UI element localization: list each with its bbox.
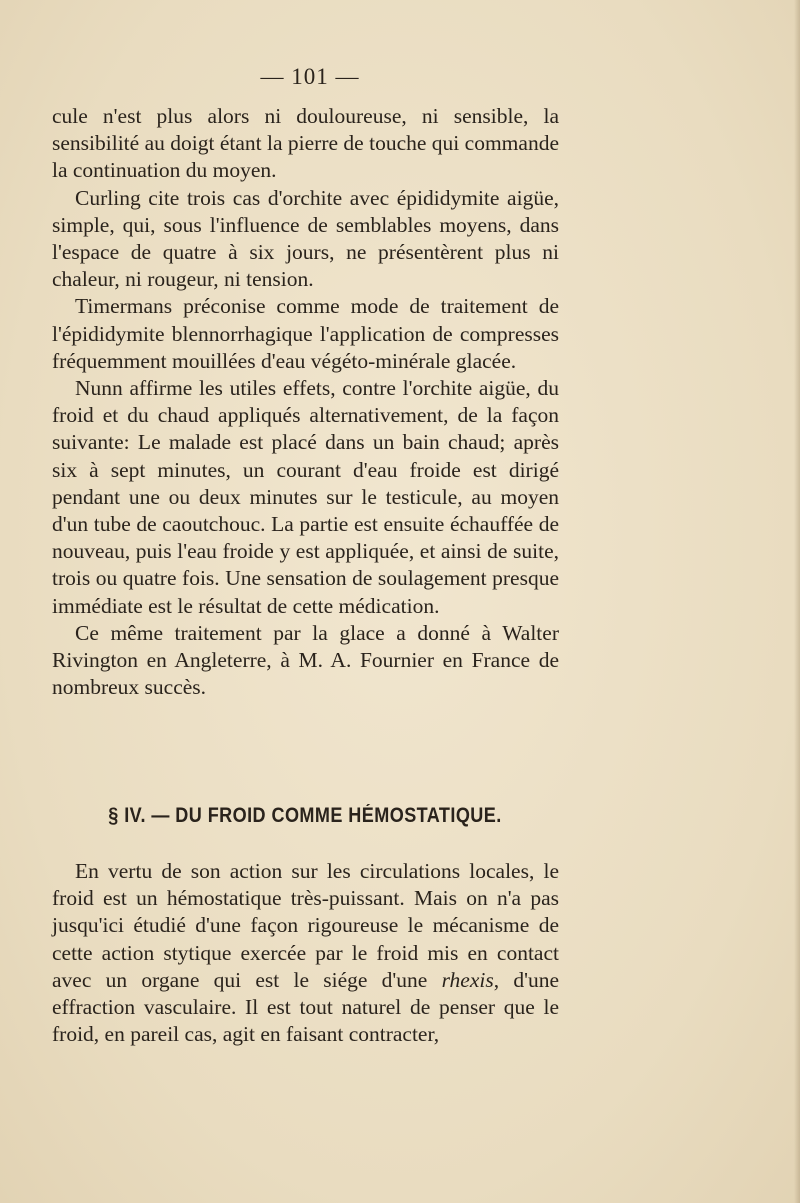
italic-term-rhexis: rhexis	[441, 967, 494, 992]
paragraph-hemostatic	[52, 858, 559, 1048]
paragraph-walter-rivington: Ce même traitement par la glace a donné à Walter Rivington en Angleterre, à M. A. Fournier en France de nombreux succès.	[52, 620, 559, 700]
paragraph-timermans: Timermans préconise comme mode de traitement de l'épididymite blennorrhagique l'application de compresses fréquemment mouillées d'eau végéto-minérale glacée.	[52, 294, 559, 373]
paragraph-continuation: cule n'est plus alors ni douloureuse, ni sensible, la sensibilité au doigt étant la pierre de touche qui commande la continuation du moyen.	[52, 104, 559, 183]
paragraph-curling: Curling cite trois cas d'orchite avec épididymite aigüe, simple, qui, sous l'influence de semblables moyens, dans l'espace de quatre à six jours, ne présentèrent plus ni chaleur, ni rougeur, ni tension.	[52, 185, 559, 292]
body-text-upper	[52, 103, 559, 701]
paragraph-hemostatic-part-1: En vertu de son action sur les circulations locales, le froid est un hémostatique très-puissant. Mais on n'a pas jusqu'ici étudié d'une façon rigoureuse le mécanisme de cette action stytique exercée par le froid mis en contact avec un organe qui est le siége d'une	[52, 859, 559, 992]
page-edge-shadow	[794, 0, 800, 1203]
paragraph-hemostatic-part-2: , d'une effraction vasculaire. Il est tout naturel de penser que le froid, en pareil cas, agit en faisant contracter,	[52, 967, 559, 1047]
paragraph-nunn: Nunn affirme les utiles effets, contre l'orchite aigüe, du froid et du chaud appliqués alternativement, de la façon suivante: Le malade est placé dans un bain chaud; après six à sept minutes, un courant d'eau froide est dirigé pendant une ou deux minutes sur le testicule, au moyen d'un tube de caoutchouc. La partie est ensuite échauffée de nouveau, puis l'eau froide y est appliquée, et ainsi de suite, trois ou quatre fois. Une sensation de soulagement presque immédiate est le résultat de cette médication.	[52, 376, 559, 618]
page-number: — 101 —	[260, 64, 360, 89]
body-text-lower	[52, 858, 559, 1048]
section-heading: § IV. — DU FROID COMME HÉMOSTATIQUE.	[108, 804, 502, 827]
